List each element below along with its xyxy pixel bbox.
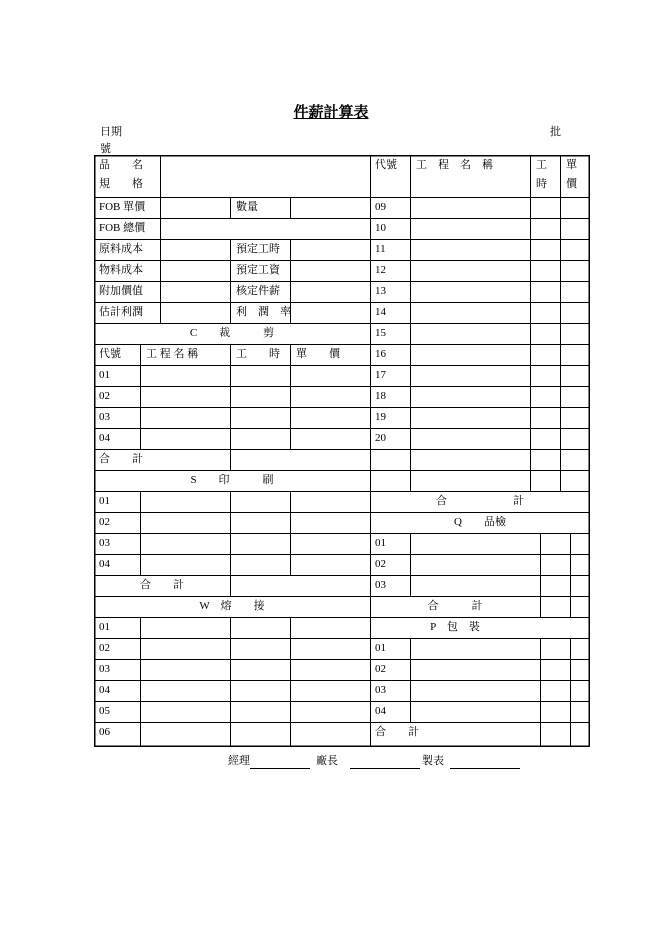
c-price-header: 單 價 [296,348,340,360]
factory-head-signature-line [350,768,420,769]
right-code: 19 [375,411,386,423]
q-total-label: 合 計 [427,600,483,612]
batch-label: 批 [550,126,561,138]
c-process-header: 工 程 名 稱 [146,348,199,360]
p-code: 04 [375,705,386,717]
price-col-header-2: 價 [566,178,577,190]
s-code: 04 [99,558,110,570]
code-col-header: 代號 [375,159,397,171]
manager-signature-line [250,768,310,769]
s-code: 03 [99,537,110,549]
fob-unit-price-label: FOB 單價 [99,201,146,213]
fob-total-price-label: FOB 總價 [99,222,146,234]
right-code: 16 [375,348,386,360]
p-code: 02 [375,663,386,675]
w-section-title: W 熔 接 [199,600,265,612]
right-code: 13 [375,285,386,297]
right-code: 12 [375,264,386,276]
date-label: 日期 [100,126,122,138]
right-code: 15 [375,327,386,339]
w-code: 03 [99,663,110,675]
process-col-header: 工 程 名 稱 [416,159,493,171]
spec-label: 規 格 [99,178,143,190]
quantity-label: 數量 [236,201,258,213]
w-code: 02 [99,642,110,654]
right-code: 09 [375,201,386,213]
manager-signature-label: 經理 [228,755,250,767]
right-code: 18 [375,390,386,402]
s-code: 01 [99,495,110,507]
w-code: 01 [99,621,110,633]
q-code: 02 [375,558,386,570]
s-total-label: 合 計 [140,579,184,591]
prepared-by-signature-label: 製表 [422,755,444,767]
w-code: 04 [99,684,110,696]
page-title: 件薪計算表 [293,105,369,121]
planned-wage-label: 預定工資 [236,264,280,276]
product-name-label: 品 名 [99,159,143,171]
w-code: 05 [99,705,110,717]
hours-col-header-2: 時 [536,178,547,190]
material-cost-label: 原料成本 [99,243,143,255]
right-code: 10 [375,222,386,234]
c-code: 02 [99,390,110,402]
c-code: 01 [99,369,110,381]
estimated-profit-label: 估計利潤 [99,306,143,318]
q-section-title: Q 品檢 [454,516,506,528]
approved-piece-wage-label: 核定件薪 [236,285,280,297]
q-code: 01 [375,537,386,549]
price-col-header-1: 單 [566,159,577,171]
factory-head-signature-label: 廠長 [316,755,338,767]
p-total-label: 合 計 [375,726,419,738]
right-code: 14 [375,306,386,318]
c-code: 03 [99,411,110,423]
piece-wage-table [94,155,590,747]
w-code: 06 [99,726,110,738]
planned-hours-label: 預定工時 [236,243,280,255]
c-hours-header: 工 時 [236,348,280,360]
c-code-header: 代號 [99,348,121,360]
batch-label-2: 號 [100,143,111,155]
supplies-cost-label: 物料成本 [99,264,143,276]
profit-rate-label: 利 潤 率 [236,306,291,318]
c-total-label: 合 計 [99,453,143,465]
q-code: 03 [375,579,386,591]
table-grid [94,155,590,747]
hours-col-header-1: 工 [536,159,547,171]
right-code: 20 [375,432,386,444]
c-section-title: C 裁 剪 [189,327,275,339]
p-code: 01 [375,642,386,654]
c-code: 04 [99,432,110,444]
p-code: 03 [375,684,386,696]
right-code: 11 [375,243,386,255]
added-value-label: 附加價值 [99,285,143,297]
s-code: 02 [99,516,110,528]
p-section-title: P 包 裝 [430,621,480,633]
s-section-title: S 印 刷 [190,474,274,486]
right-code: 17 [375,369,386,381]
prepared-by-signature-line [450,768,520,769]
right-total-label: 合 計 [436,495,524,507]
